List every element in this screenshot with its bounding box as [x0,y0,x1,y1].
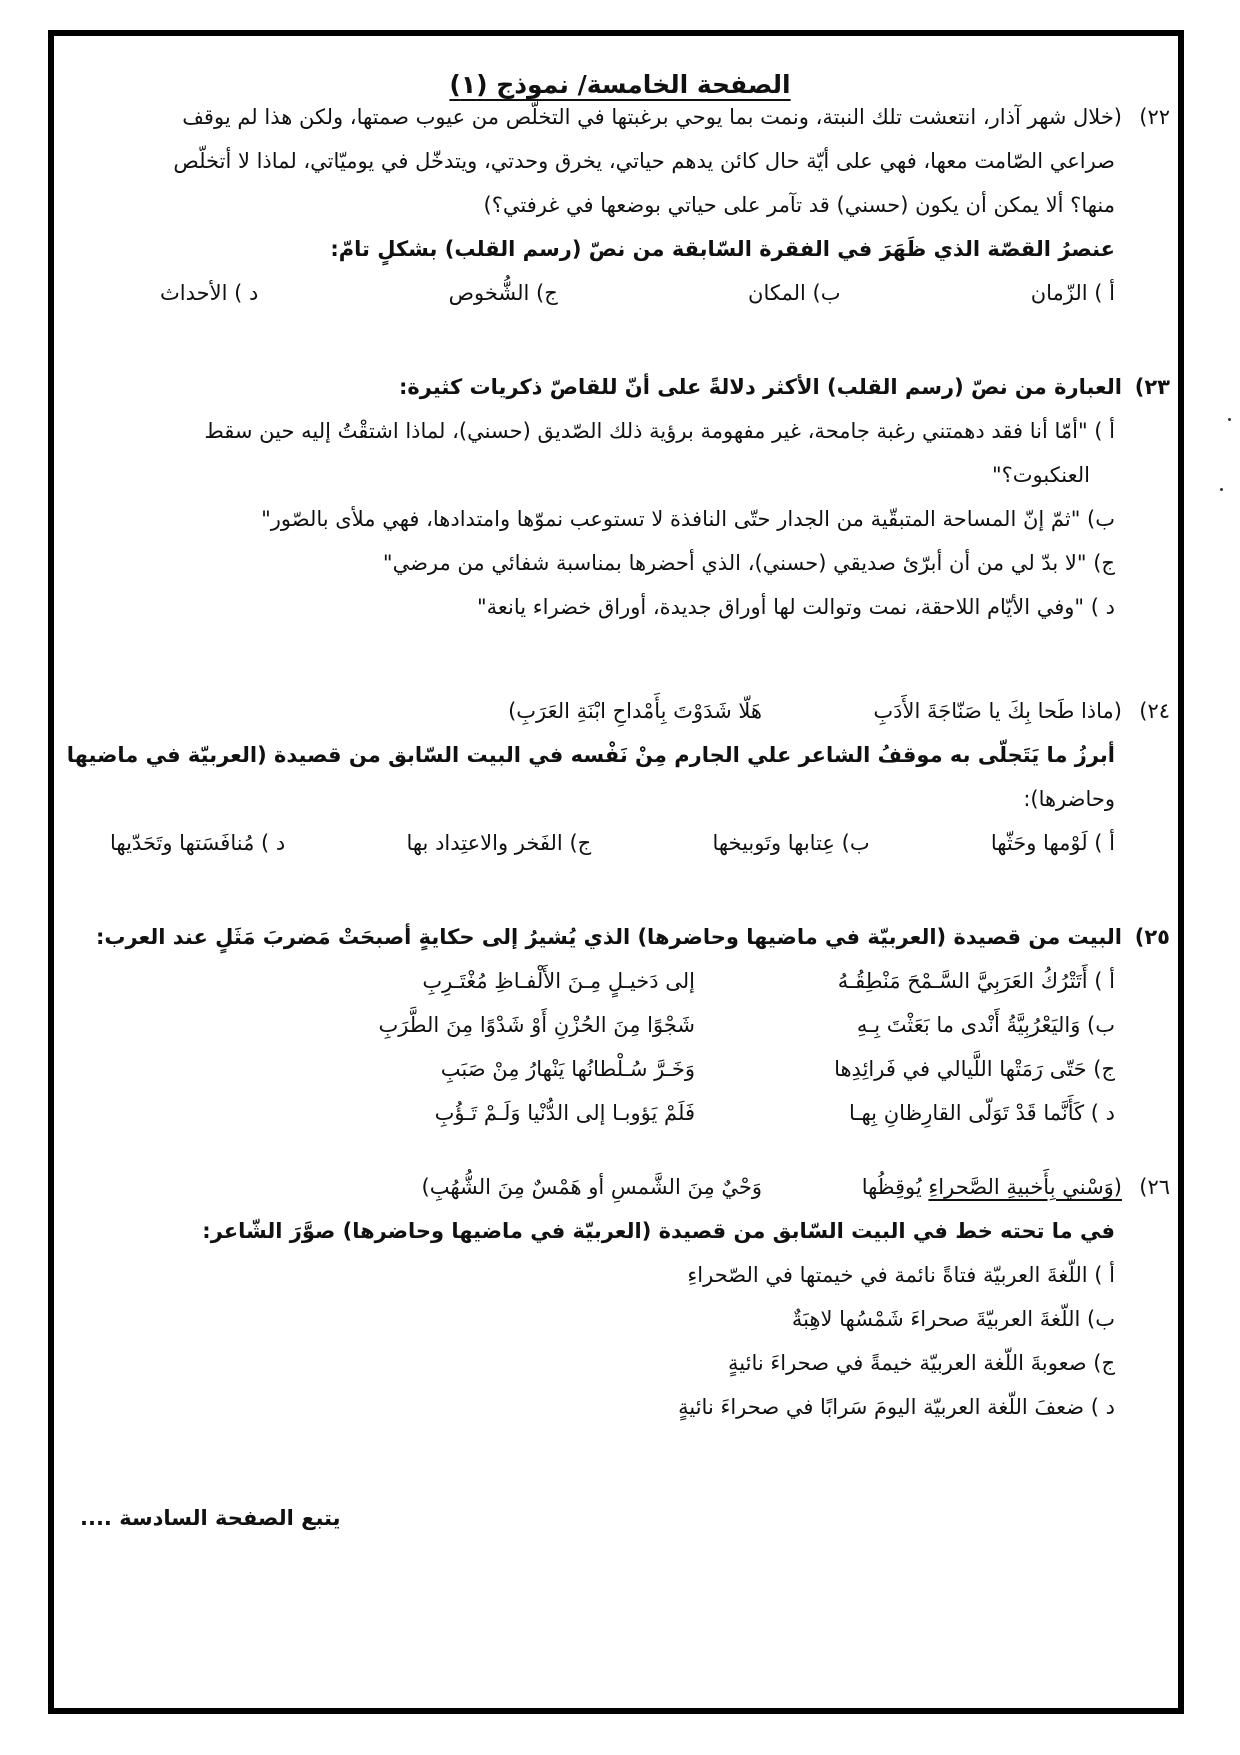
question-22 [70,106,1170,326]
option-c[interactable]: ج) صعوبةَ اللّغة العربيّة خيمةً في صحراءَ نائيةٍ [728,1351,1115,1375]
margin-mark [1228,418,1231,421]
passage-line: منها؟ ألا يمكن أن يكون (حسني) قد تآمر على حياتي بوضعها في غرفتي؟) [483,193,1115,217]
question-number: ٢٤) [1139,699,1170,723]
verse-first-hemistich: ج) حَتّى رَمَتْها اللَّيالي في فَرائِدِها [834,1057,1115,1081]
verse-second-hemistich: هَلّا شَدَوْتَ بِأَمْداحِ ابْنَةِ العَرَبِ) [508,699,762,723]
question-number: ٢٣) [1134,375,1170,399]
verse-first-hemistich: ب) وَاليَعْرُبِيَّةُ أَنْدى ما بَعَثْتَ بِـهِ [856,1013,1115,1037]
option-d[interactable] [70,1102,1170,1146]
option-d[interactable]: د ) ضعفَ اللّغة العربيّة اليومَ سَرابًا في صحراءَ نائيةٍ [678,1395,1115,1419]
verse-second-hemistich: إلى دَخيـلٍ مِـنَ الأَلْفـاظِ مُغْتَـرِبِ [422,969,695,993]
option-a[interactable]: أ ) لَوْمها وحَثّها [990,831,1115,855]
verse-line [70,1176,1170,1220]
page-title: الصفحة الخامسة/ نموذج (١) [449,70,791,99]
question-prompt: عنصرُ القصّة الذي ظَهَرَ في الفقرة السّابقة من نصّ (رسم القلب) بشكلٍ تامّ: [330,237,1115,261]
option-d[interactable]: د ) مُنافَسَتها وتَحَدّيها [110,831,286,855]
verse-second-hemistich: وَحْيٌ مِنَ الشَّمسِ أو هَمْسٌ مِنَ الشُّهُبِ) [421,1175,762,1199]
question-prompt: أبرزُ ما يَتَجلّى به موقفُ الشاعر علي الجارم مِنْ نَفْسه في البيت السّابق من قصيدة (العربيّة في ماضيها [66,743,1115,767]
verse-first-hemistich: أ ) أَتَتْرُكُ العَرَبِيَّ السَّـمْحَ مَنْطِقُـهُ [837,969,1115,993]
verse-first-hemistich: د ) كَأَنَّما قَدْ تَوَلّى القارِظانِ بِهـا [848,1101,1115,1125]
question-number: ٢٢) [1139,105,1170,129]
option-a[interactable]: أ ) اللّغةَ العربيّة فتاةً نائمة في خيمتها في الصّحراءِ [687,1263,1115,1287]
verse-second-hemistich: وَخَـرَّ سُـلْطانُها يَنْهارُ مِنْ صَبَبِ [440,1057,695,1081]
question-25 [70,926,1170,1146]
option-a[interactable]: أ ) "أمّا أنا فقد دهمتني رغبة جامحة، غير مفهومة برؤية ذلك الصّديق (حسني)، لماذا اشتقْتُ إليه حين سقط [204,419,1115,443]
option-b[interactable]: ب) عِتابها وتَوبيخها [712,831,870,855]
options-row [70,282,1170,326]
passage-line: (خلال شهر آذار، انتعشت تلك النبتة، ونمت بما يوحي برغبتها في التخلّص من عيوب صمتها، ولكن هذا لم يوقف [182,105,1122,129]
option-b[interactable] [70,1014,1170,1058]
verse-second-hemistich: فَلَمْ يَؤوبـا إلى الدُّنْيا وَلَـمْ تَـؤُبِ [434,1101,695,1125]
option-c[interactable] [70,1058,1170,1102]
question-prompt: في ما تحته خط في البيت السّابق من قصيدة (العربيّة في ماضيها وحاضرها) صوَّرَ الشّاعر: [202,1219,1115,1243]
question-prompt: العبارة من نصّ (رسم القلب) الأكثر دلالةً على أنّ للقاصّ ذكريات كثيرة: [399,375,1122,399]
question-prompt: البيت من قصيدة (العربيّة في ماضيها وحاضرها) الذي يُشيرُ إلى حكايةٍ أصبحَتْ مَضربَ مَثَلٍ عند العرب: [95,925,1122,949]
option-a[interactable] [70,970,1170,1014]
passage-line: صراعي الصّامت معها، فهي على أيّة حال كائن يدهم حياتي، يخرق وحدتي، ويتدخّل في يوميّاتي، لماذا لا أتخلّص [173,149,1115,173]
verse-first-hemistich-rest: يُوقِظُها [861,1175,922,1199]
option-d[interactable]: د ) الأحداث [160,281,259,305]
option-c[interactable]: ج) الشُّخوص [448,281,558,305]
option-b[interactable]: ب) "ثمّ إنّ المساحة المتبقّية من الجدار حتّى النافذة لا تستوعب نموّها وامتدادها، فهي ملأى بالصّور" [261,507,1115,531]
question-number: ٢٦) [1139,1175,1170,1199]
exam-page [66,36,1170,1530]
option-b[interactable]: ب) المكان [748,281,841,305]
option-c[interactable]: ج) "لا بدّ لي من أن أبرّئ صديقي (حسني)، الذي أحضرها بمناسبة شفائي من مرضي" [382,551,1115,575]
option-b[interactable]: ب) اللّغةَ العربيّةَ صحراءَ شَمْسُها لاهِبَةٌ [791,1307,1115,1331]
option-a-continued[interactable]: العنكبوت؟" [991,463,1090,487]
question-24 [66,699,1170,876]
margin-mark [1220,488,1223,491]
options-row [70,832,1170,876]
verse-line [70,700,1170,744]
verse-second-hemistich: شَجْوًا مِنَ الحُزْنِ أَوْ شَدْوًا مِنَ الطَّرَبِ [378,1013,695,1037]
option-c[interactable]: ج) الفَخر والاعتِداد بها [406,831,592,855]
question-23 [70,376,1170,640]
verse-first-hemistich: (ماذا طَحا بِكَ يا صَنّاجَةَ الأَدَبِ [873,699,1122,723]
underlined-phrase: (وَسْني بِأَخبيةِ الصَّحراءِ [928,1175,1122,1199]
option-d[interactable]: د ) "وفي الأيّام اللاحقة، نمت وتوالت لها أوراق جديدة، أوراق خضراء يانعة" [477,595,1115,619]
question-prompt-continued: وحاضرها): [1023,787,1115,811]
question-26 [70,1176,1170,1440]
question-number: ٢٥) [1134,925,1170,949]
option-a[interactable]: أ ) الزّمان [1030,281,1115,305]
continue-note: يتبع الصفحة السادسة .... [80,1506,341,1530]
